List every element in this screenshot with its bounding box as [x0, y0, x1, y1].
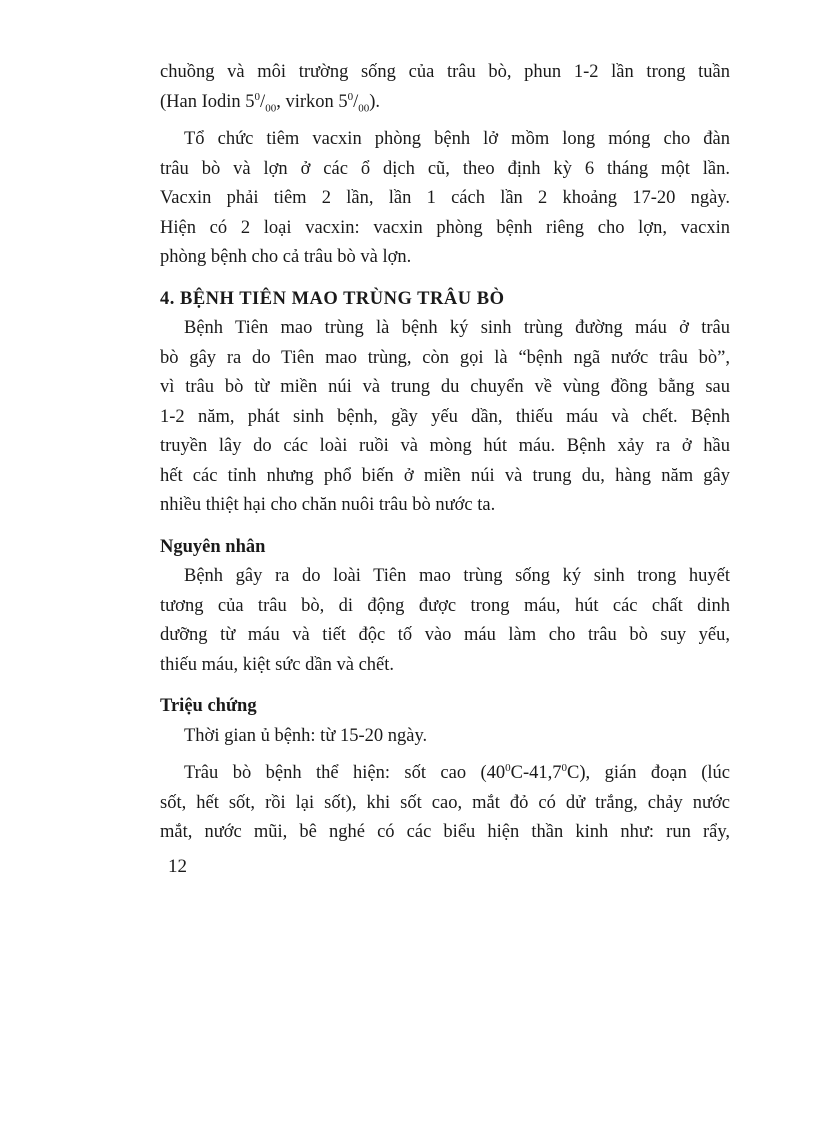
text-line: mắt, nước mũi, bê nghé có các biểu hiện thần kinh như: run rẩy,: [160, 822, 730, 842]
subheading-cause: Nguyên nhân: [160, 536, 266, 557]
text-line: truyền lây do các loài ruồi và mòng hút máu. Bệnh xảy ra ở hầu: [160, 436, 730, 456]
paragraph-disinfection: [160, 58, 730, 117]
paragraph-cause: [160, 562, 730, 680]
section-heading: 4. BỆNH TIÊN MAO TRÙNG TRÂU BÒ: [160, 288, 505, 309]
text-line: sốt, hết sốt, rồi lại sốt), khi sốt cao, mắt đỏ có dử trắng, chảy nước: [160, 792, 730, 813]
text-line: thiếu máu, kiệt sức dần và chết.: [160, 654, 395, 675]
text-line: trâu bò và lợn ở các ổ dịch cũ, theo định kỳ 6 tháng một lần.: [160, 158, 730, 179]
text-line: Vacxin phải tiêm 2 lần, lần 1 cách lần 2 khoảng 17-20 ngày.: [160, 188, 730, 208]
text-line: bò gây ra do Tiên mao trùng, còn gọi là “bệnh ngã nước trâu bò”,: [160, 347, 730, 368]
text-line: 1-2 năm, phát sinh bệnh, gầy yếu dần, thiếu máu và chết. Bệnh: [160, 406, 730, 427]
text-line: Bệnh Tiên mao trùng là bệnh ký sinh trùng đường máu ở trâu: [184, 318, 730, 338]
text-line: nhiều thiệt hại cho chăn nuôi trâu bò nước ta.: [160, 495, 496, 515]
text-line: vì trâu bò từ miền núi và trung du chuyển về vùng đồng bằng sau: [160, 377, 730, 397]
paragraph-intro: [160, 314, 730, 521]
text-line: dưỡng từ máu và tiết độc tố vào máu làm cho trâu bò suy yếu,: [160, 625, 730, 645]
text-line: Tổ chức tiêm vacxin phòng bệnh lở mồm long móng cho đàn: [184, 129, 730, 149]
text-line: Hiện có 2 loại vacxin: vacxin phòng bệnh riêng cho lợn, vacxin: [160, 217, 730, 238]
text-line: chuồng và môi trường sống của trâu bò, phun 1-2 lần trong tuần: [160, 62, 730, 82]
paragraph-incubation: Thời gian ủ bệnh: từ 15-20 ngày.: [184, 725, 428, 746]
text-line: phòng bệnh cho cả trâu bò và lợn.: [160, 247, 412, 267]
text-line: hết các tỉnh nhưng phổ biến ở miền núi và trung du, hàng năm gây: [160, 465, 730, 486]
page-body: [160, 58, 730, 848]
text-line: Bệnh gây ra do loài Tiên mao trùng sống ký sinh trong huyết: [184, 566, 730, 586]
paragraph-symptoms: [160, 759, 730, 848]
paragraph-vaccination: [160, 125, 730, 273]
text-line: Trâu bò bệnh thể hiện: sốt cao $(40^0C-41,7^0C)$, gián đoạn (lúc: [184, 761, 730, 783]
text-line: (Han Iodin $5^0/_{00}$, virkon $5^0/_{00}$).: [160, 90, 381, 115]
page-number: 12: [168, 856, 187, 877]
text-line: tương của trâu bò, di động được trong máu, hút các chất dinh: [160, 595, 730, 616]
subheading-symptoms: Triệu chứng: [160, 696, 257, 716]
